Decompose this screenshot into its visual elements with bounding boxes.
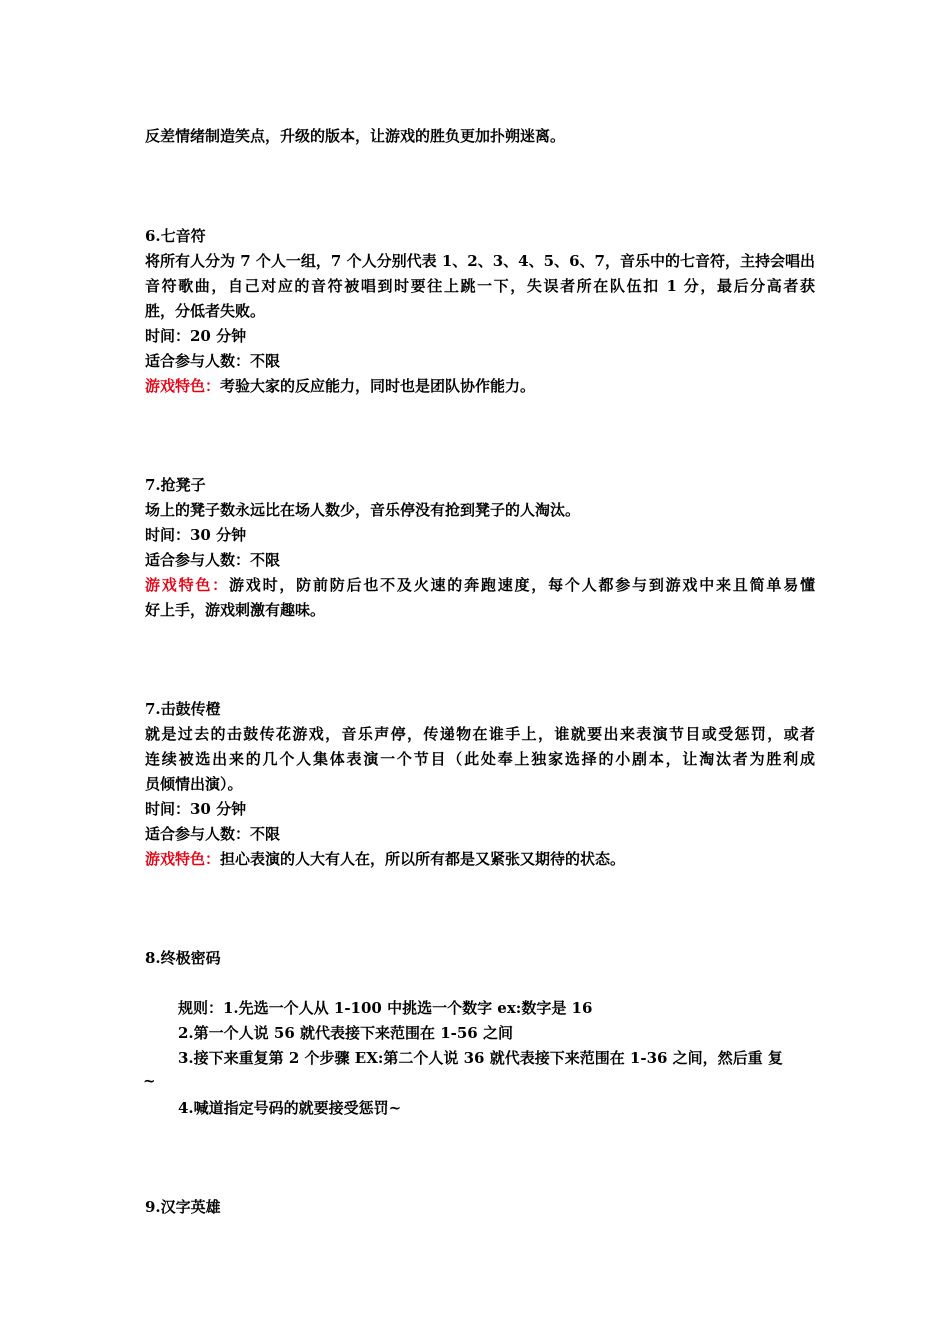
feature-label: 游戏特色： bbox=[145, 576, 229, 594]
feature-text: 游戏时，防前防后也不及火速的奔跑速度，每个人都参与到游戏中来且简单易懂 bbox=[228, 576, 815, 594]
section-feature bbox=[145, 847, 815, 872]
section-title: 9.汉字英雄 bbox=[145, 1198, 221, 1216]
section-desc-line: 音符歌曲，自己对应的音符被唱到时要往上跳一下，失误者所在队伍扣 1 分，最后分高者获 bbox=[145, 277, 815, 295]
feature-label: 游戏特色： bbox=[145, 377, 221, 395]
section-players: 适合参与人数：不限 bbox=[145, 825, 281, 843]
section-time: 时间：30 分钟 bbox=[145, 800, 247, 818]
section-time: 时间：30 分钟 bbox=[145, 526, 247, 544]
section-feature bbox=[145, 374, 815, 399]
feature-label: 游戏特色： bbox=[145, 850, 221, 868]
section-feature bbox=[145, 573, 815, 598]
rule-line: 4.喊道指定号码的就要接受惩罚~ bbox=[178, 1099, 402, 1117]
section-desc-line: 就是过去的击鼓传花游戏，音乐声停，传递物在谁手上，谁就要出来表演节目或受惩罚，或者 bbox=[145, 725, 815, 743]
section-players: 适合参与人数：不限 bbox=[145, 551, 281, 569]
section-desc-line: 员倾情出演）。 bbox=[145, 775, 243, 793]
section-desc-line: 胜，分低者失败。 bbox=[145, 302, 266, 320]
feature-text: 考验大家的反应能力，同时也是团队协作能力。 bbox=[220, 377, 536, 395]
section-title: 8.终极密码 bbox=[145, 949, 221, 967]
rule-line-wrap: ~ bbox=[143, 1072, 156, 1090]
section-title: 7.抢凳子 bbox=[145, 476, 206, 494]
feature-text: 担心表演的人大有人在，所以所有都是又紧张又期待的状态。 bbox=[220, 850, 626, 868]
section-desc-line: 将所有人分为 7 个人一组，7 个人分别代表 1、2、3、4、5、6、7，音乐中的七音符，主持会唱出 bbox=[145, 252, 815, 270]
rule-line: 2.第一个人说 56 就代表接下来范围在 1-56 之间 bbox=[178, 1024, 513, 1042]
intro-text: 反差情绪制造笑点，升级的版本，让游戏的胜负更加扑朔迷离。 bbox=[145, 127, 566, 145]
section-title: 7.击鼓传橙 bbox=[145, 700, 221, 718]
rule-line: 规则：1.先选一个人从 1-100 中挑选一个数字 ex:数字是 16 bbox=[178, 999, 593, 1017]
rule-line: 3.接下来重复第 2 个步骤 EX:第二个人说 36 就代表接下来范围在 1-36 之间，然后重 复 bbox=[178, 1049, 783, 1067]
section-players: 适合参与人数：不限 bbox=[145, 352, 281, 370]
section-desc-line: 场上的凳子数永远比在场人数少，音乐停没有抢到凳子的人淘汰。 bbox=[145, 501, 581, 519]
section-time: 时间：20 分钟 bbox=[145, 327, 247, 345]
section-title: 6.七音符 bbox=[145, 227, 206, 245]
section-feature-cont: 好上手，游戏刺激有趣味。 bbox=[145, 601, 326, 619]
section-desc-line: 连续被选出来的几个人集体表演一个节目（此处奉上独家选择的小剧本，让淘汰者为胜利成 bbox=[145, 750, 815, 768]
